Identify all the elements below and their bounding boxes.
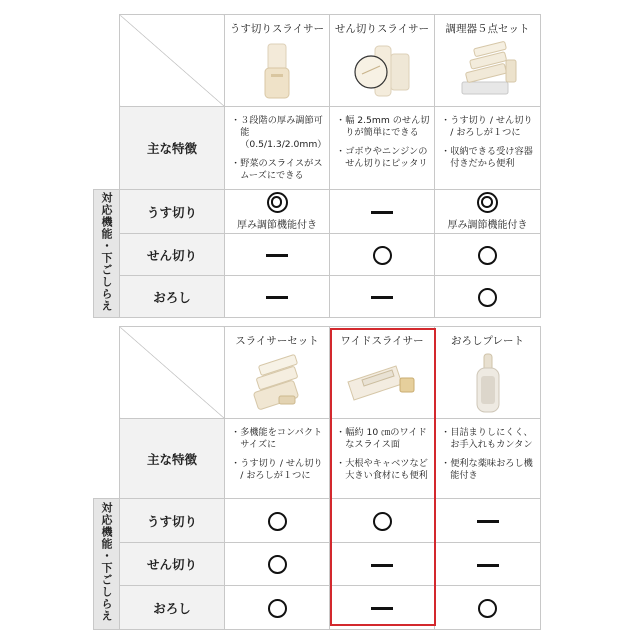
mark-cell [225, 276, 330, 318]
circle-mark [373, 246, 392, 265]
feature-text: ３段階の厚み調節可能（0.5/1.3/2.0mm） [240, 115, 327, 150]
grater-plate-image [435, 352, 540, 414]
blank-corner [94, 15, 120, 107]
feature-text: 多機能をコンパクトサイズに [240, 427, 323, 450]
comparison-table-1 [93, 14, 541, 318]
side-label-cell [94, 190, 120, 318]
product-name: せん切りスライサー [334, 23, 430, 35]
row-label-grate: おろし [120, 586, 225, 630]
dash-mark [477, 564, 499, 567]
features-cell-thin-slicer: ・ ３段階の厚み調節可能（0.5/1.3/2.0mm） ・ 野菜のスライスがスムーズにできる [225, 107, 330, 190]
mark-cell [435, 586, 541, 630]
mark-cell [330, 543, 435, 586]
row-label-julienne: せん切り [120, 543, 225, 586]
product-name: ワイドスライサー [340, 335, 424, 347]
mark-cell [435, 543, 541, 586]
mark-cell [225, 190, 330, 234]
diagonal-header-cell [120, 327, 225, 419]
mark-cell [330, 499, 435, 543]
mark-cell [225, 543, 330, 586]
features-cell-julienne-slicer: ・ 幅 2.5mm のせん切りが簡単にできる ・ ゴボウやニンジンのせん切りにピッタリ [330, 107, 435, 190]
dash-mark [371, 564, 393, 567]
circle-mark [268, 512, 287, 531]
product-header-slicer-set [225, 327, 330, 419]
feature-text: うす切り / せん切り / おろしが１つに [240, 458, 323, 481]
side-label: 対応機能・下ごしらえ [100, 502, 113, 622]
dash-mark [371, 607, 393, 610]
feature-text: 幅 2.5mm のせん切りが簡単にできる [345, 115, 430, 138]
features-cell-grater-plate: ・ 目詰まりしにくく、お手入れもカンタン ・ 便利な薬味おろし機能付き [435, 419, 541, 499]
mark-cell [225, 234, 330, 276]
feature-text: 幅約 10 ㎝のワイドなスライス面 [345, 427, 427, 450]
product-header-thin-slicer [225, 15, 330, 107]
product-name: 調理器５点セット [445, 23, 530, 35]
side-label-cell [94, 499, 120, 630]
feature-text: うす切り / せん切り / おろしが１つに [450, 115, 533, 138]
feature-text: 目詰まりしにくく、お手入れもカンタン [450, 427, 533, 450]
mark-note: 厚み調節機能付き [447, 220, 528, 231]
features-label: 主な特徴 [120, 419, 225, 499]
mark-cell [435, 276, 541, 318]
mark-cell [435, 234, 541, 276]
product-name: おろしプレート [450, 335, 525, 347]
circle-mark [478, 288, 497, 307]
mark-cell [435, 499, 541, 543]
product-header-wide-slicer [330, 327, 435, 419]
dash-mark [266, 296, 288, 299]
five-piece-set-image [435, 40, 540, 102]
product-name: うす切りスライサー [229, 23, 325, 35]
row-label-grate: おろし [120, 276, 225, 318]
circle-mark [268, 555, 287, 574]
mark-cell [330, 190, 435, 234]
feature-text: 収納できる受け容器付きだから便利 [450, 146, 533, 169]
side-label: 対応機能・下ごしらえ [100, 191, 113, 312]
mark-cell [330, 276, 435, 318]
comparison-table-2 [93, 326, 541, 630]
mark-cell [225, 499, 330, 543]
feature-text: 野菜のスライスがスムーズにできる [240, 158, 323, 181]
dash-mark [371, 296, 393, 299]
circle-mark [478, 599, 497, 618]
mark-cell [225, 586, 330, 630]
mark-cell [330, 234, 435, 276]
product-header-julienne-slicer [330, 15, 435, 107]
double-circle-mark [267, 192, 288, 213]
dash-mark [266, 254, 288, 257]
mark-cell [435, 190, 541, 234]
circle-mark [478, 246, 497, 265]
wide-slicer-image [330, 352, 434, 414]
row-label-julienne: せん切り [120, 234, 225, 276]
product-header-grater-plate [435, 327, 541, 419]
features-cell-slicer-set: ・ 多機能をコンパクトサイズに ・ うす切り / せん切り / おろしが１つに [225, 419, 330, 499]
product-name: スライサーセット [235, 335, 319, 347]
dash-mark [371, 211, 393, 214]
row-label-thin-slice: うす切り [120, 190, 225, 234]
circle-mark [268, 599, 287, 618]
slicer-set-image [225, 352, 329, 414]
julienne-slicer-image [330, 40, 434, 102]
features-label: 主な特徴 [120, 107, 225, 190]
feature-text: ゴボウやニンジンのせん切りにピッタリ [345, 146, 428, 169]
circle-mark [373, 512, 392, 531]
features-cell-five-piece-set: ・ うす切り / せん切り / おろしが１つに ・ 収納できる受け容器付きだから便利 [435, 107, 541, 190]
row-label-thin-slice: うす切り [120, 499, 225, 543]
dash-mark [477, 520, 499, 523]
mark-note: 厚み調節機能付き [237, 220, 317, 231]
product-header-five-piece-set [435, 15, 541, 107]
double-circle-mark [477, 192, 498, 213]
feature-text: 大根やキャベツなど大きい食材にも便利 [345, 458, 428, 481]
mark-cell [330, 586, 435, 630]
features-cell-wide-slicer: ・ 幅約 10 ㎝のワイドなスライス面 ・ 大根やキャベツなど大きい食材にも便利 [330, 419, 435, 499]
thin-slicer-image [225, 40, 329, 102]
diagonal-header-cell [120, 15, 225, 107]
feature-text: 便利な薬味おろし機能付き [450, 458, 533, 481]
